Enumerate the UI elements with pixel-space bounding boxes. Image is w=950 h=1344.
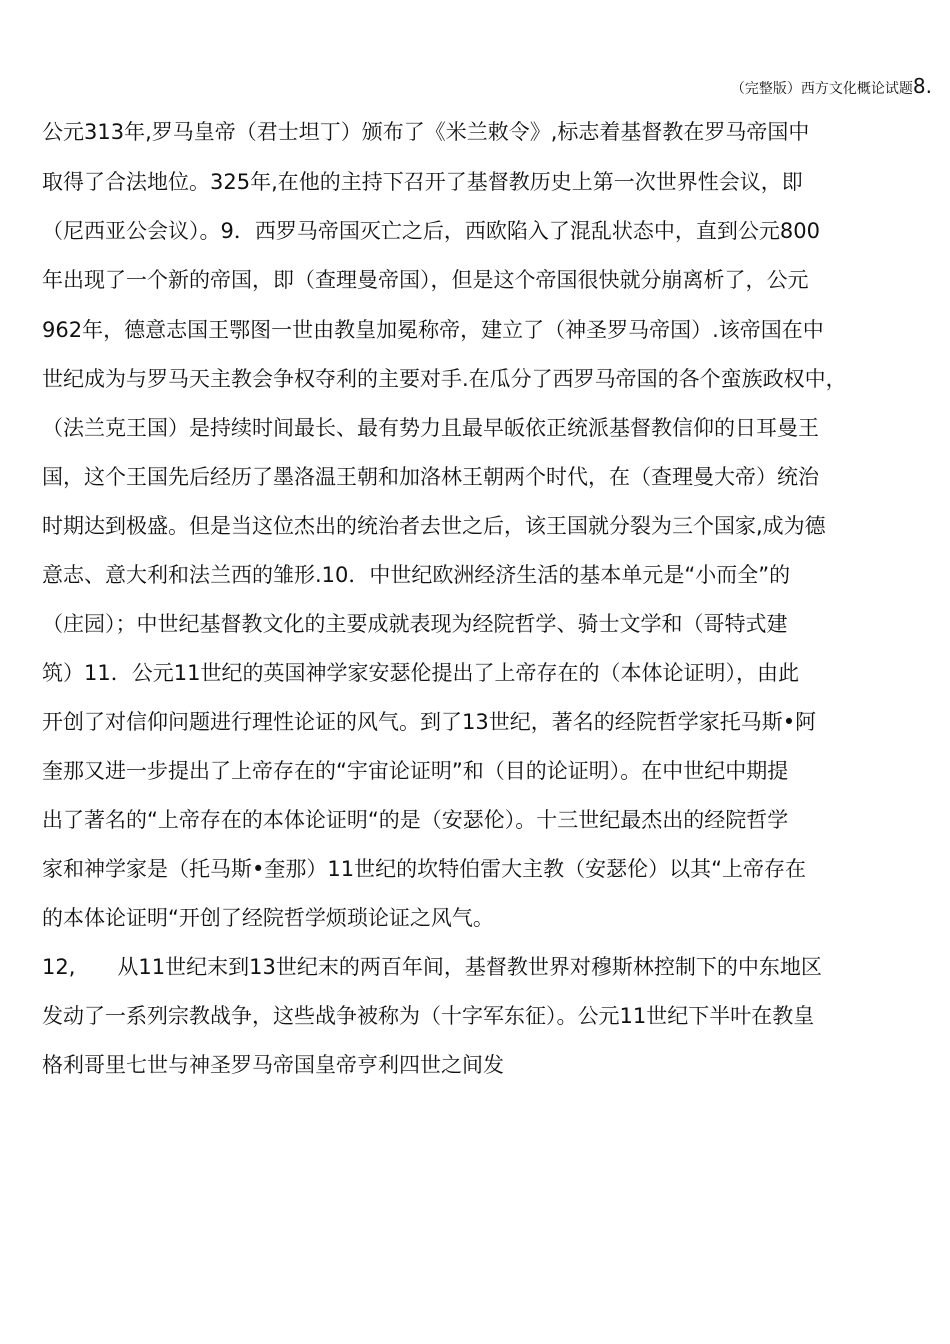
text-line: 12, 从11世纪末到13世纪末的两百年间，基督教世界对穆斯林控制下的中东地区 xyxy=(42,955,822,979)
text-line: 国，这个王国先后经历了墨洛温王朝和加洛林王朝两个时代，在（查理曼大帝）统治 xyxy=(42,465,819,489)
text-line: 意志、意大利和法兰西的雏形.10．中世纪欧洲经济生活的基本单元是“小而全”的 xyxy=(42,563,791,587)
text-line: 取得了合法地位。325年,在他的主持下召开了基督教历史上第一次世界性会议，即 xyxy=(42,170,803,194)
text-line: 世纪成为与罗马天主教会争权夺利的主要对手.在瓜分了西罗马帝国的各个蛮族政权中， xyxy=(42,367,847,391)
text-line: 家和神学家是（托马斯•奎那）11世纪的坎特伯雷大主教（安瑟伦）以其“上帝存在 xyxy=(42,857,806,881)
text-line: 公元313年,罗马皇帝（君士坦丁）颁布了《米兰敕令》,标志着基督教在罗马帝国中 xyxy=(42,120,810,144)
text-line: 时期达到极盛。但是当这位杰出的统治者去世之后，该王国就分裂为三个国家,成为德 xyxy=(42,514,826,538)
text-line: 筑）11．公元11世纪的英国神学家安瑟伦提出了上帝存在的（本体论证明），由此 xyxy=(42,661,799,685)
text-line: 年出现了一个新的帝国，即（查理曼帝国），但是这个帝国很快就分崩离析了，公元 xyxy=(42,268,809,292)
text-line: （尼西亚公会议）。9．西罗马帝国灭亡之后，西欧陷入了混乱状态中，直到公元800 xyxy=(42,219,820,243)
text-line: 奎那又进一步提出了上帝存在的“宇宙论证明”和（目的论证明）。在中世纪中期提 xyxy=(42,759,789,783)
text-line: 出了著名的“上帝存在的本体论证明“的是（安瑟伦）。十三世纪最杰出的经院哲学 xyxy=(42,808,789,832)
text-line: 的本体论证明“开创了经院哲学烦琐论证之风气。 xyxy=(42,906,494,930)
text-line: 开创了对信仰问题进行理性论证的风气。到了13世纪，著名的经院哲学家托马斯•阿 xyxy=(42,710,817,734)
text-line: 发动了一系列宗教战争，这些战争被称为（十字军东征）。公元11世纪下半叶在教皇 xyxy=(42,1004,815,1028)
page-header xyxy=(731,76,932,99)
text-line: 格利哥里七世与神圣罗马帝国皇帝亨利四世之间发 xyxy=(42,1053,504,1077)
text-line: （法兰克王国）是持续时间最长、最有势力且最早皈依正统派基督教信仰的日耳曼王 xyxy=(42,416,819,440)
text-line: 962年，德意志国王鄂图一世由教皇加冕称帝，建立了（神圣罗马帝国）.该帝国在中 xyxy=(42,318,824,342)
text-line: （庄园）；中世纪基督教文化的主要成就表现为经院哲学、骑士文学和（哥特式建 xyxy=(42,612,788,636)
header-title: （完整版）西方文化概论试题 xyxy=(730,81,913,97)
header-number: 8. xyxy=(912,74,932,98)
